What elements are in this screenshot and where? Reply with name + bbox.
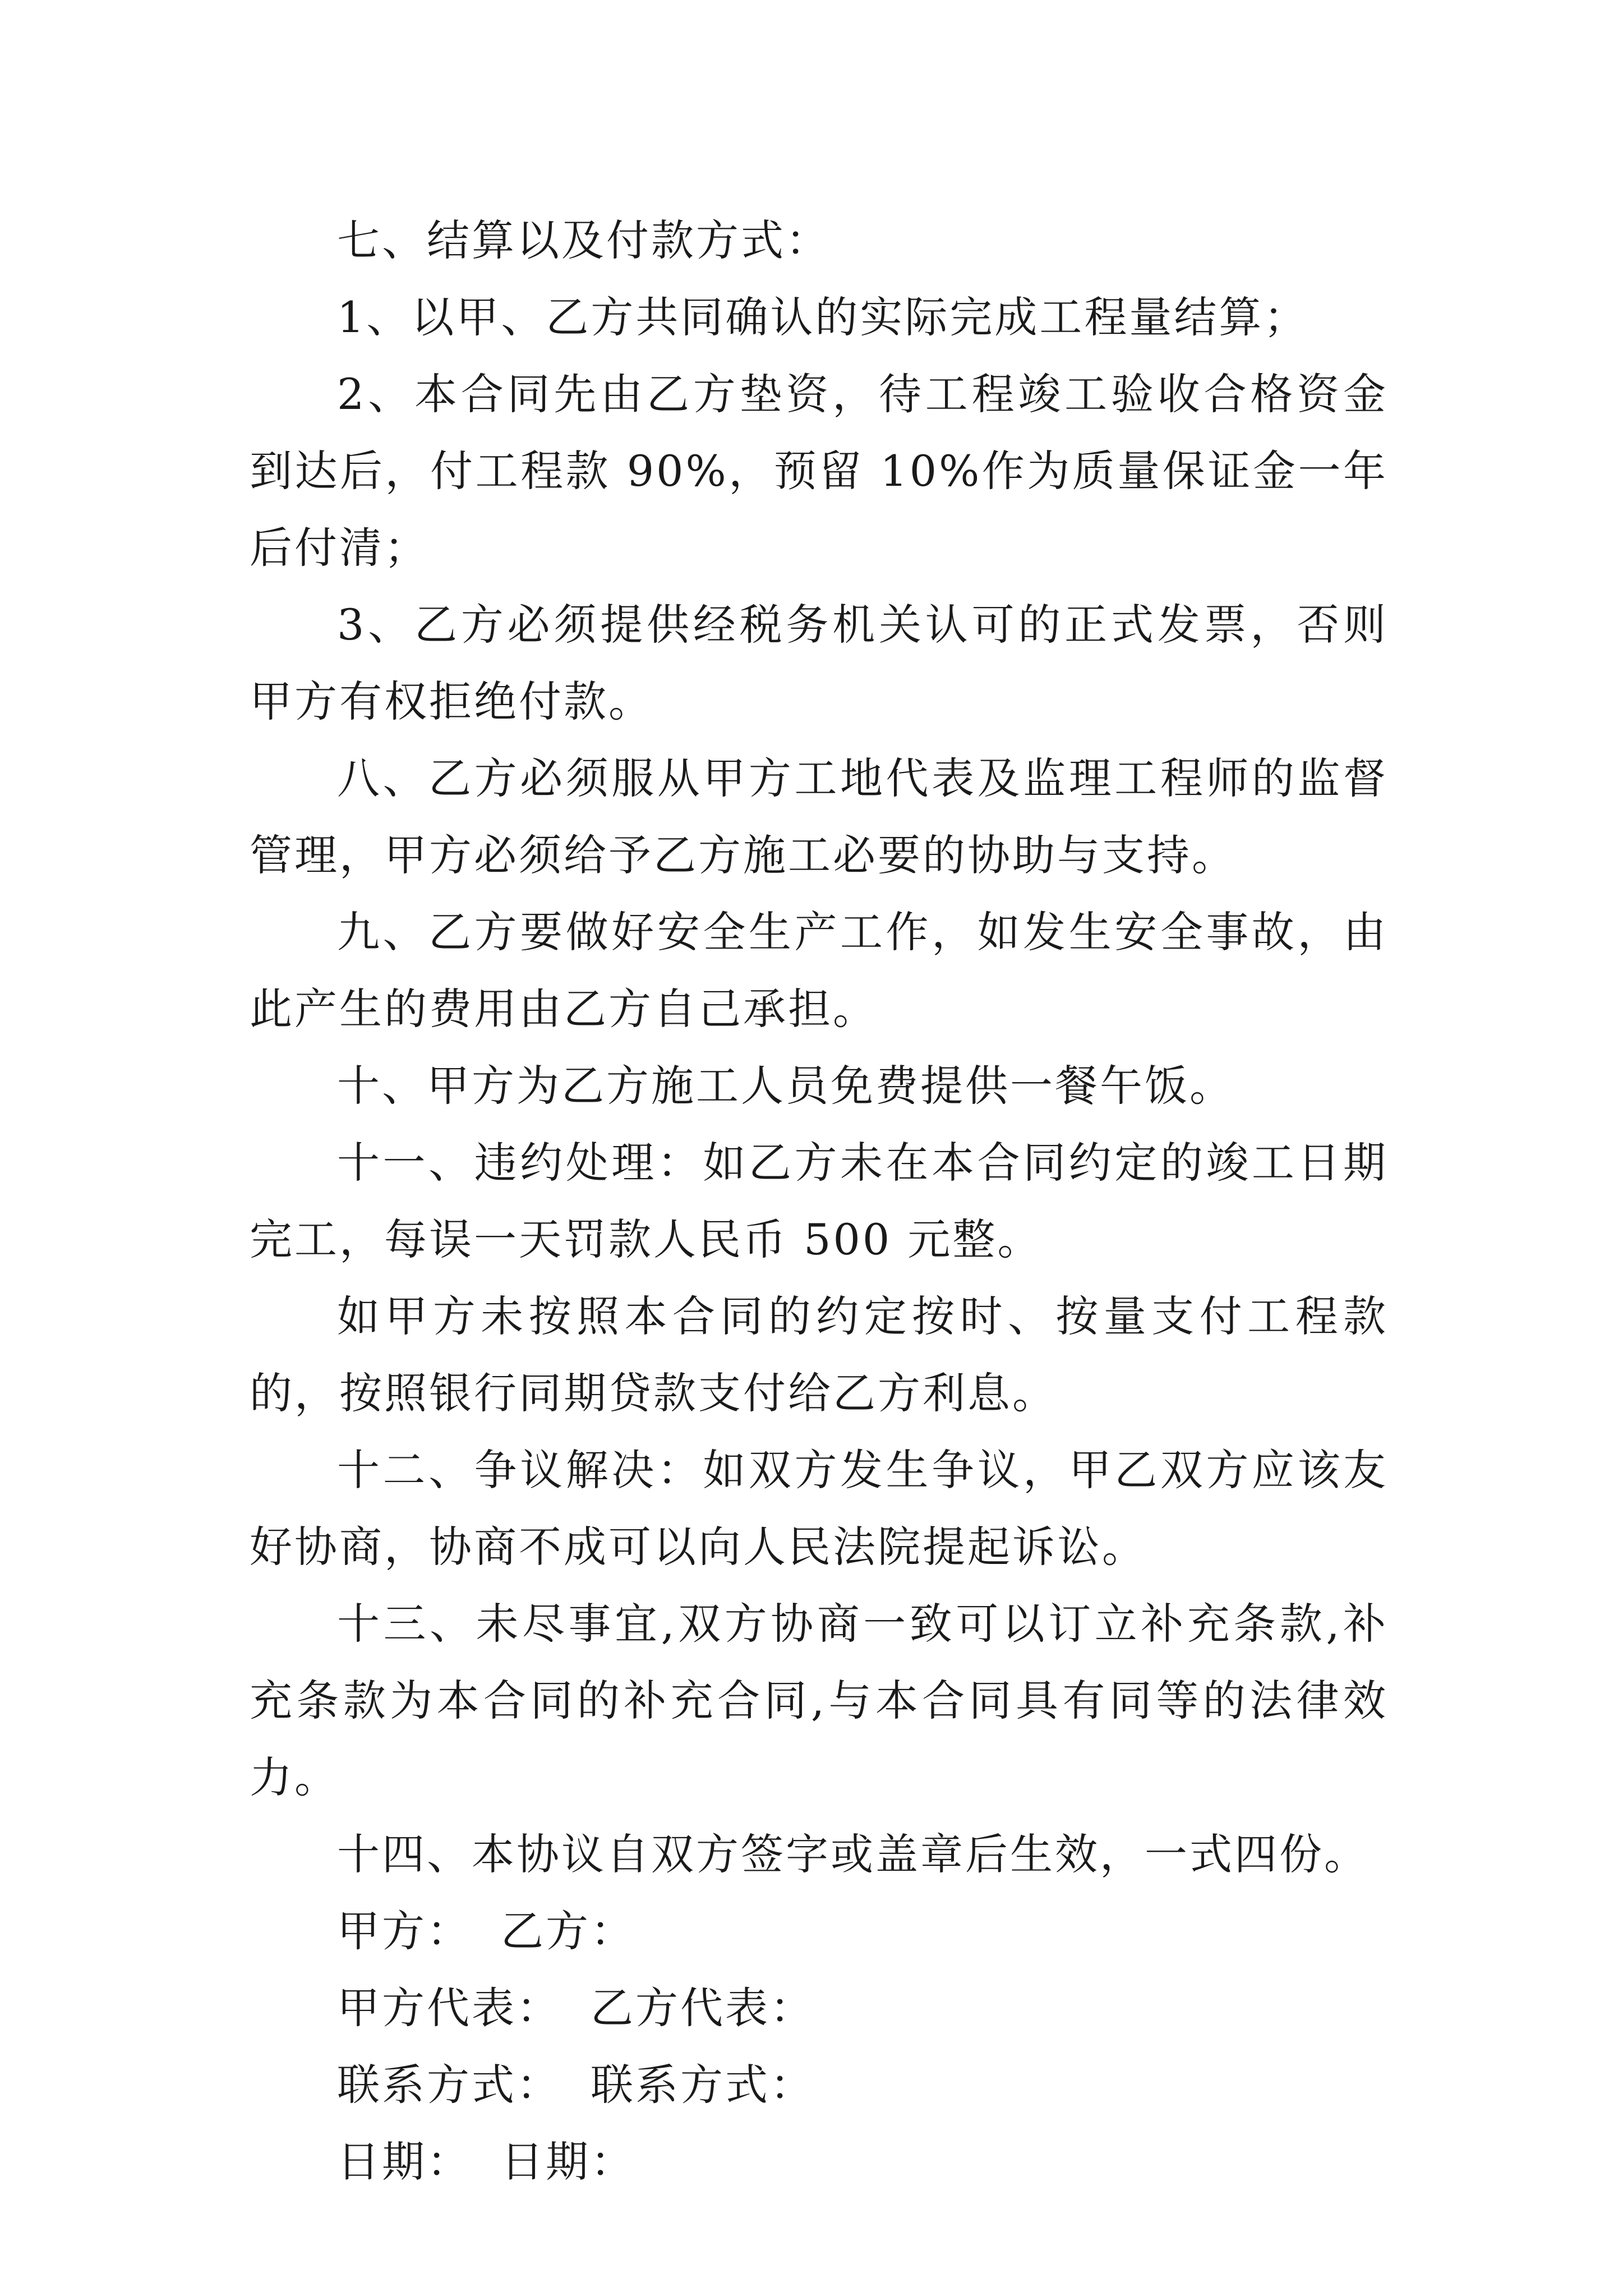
clause-11-continued: 如甲方未按照本合同的约定按时、按量支付工程款的，按照银行同期贷款支付给乙方利息。 xyxy=(250,1291,1388,1418)
clause-7-item-2: 2、本合同先由乙方垫资，待工程竣工验收合格资金到达后，付工程款 90%，预留 10%作为质量保证金一年后付清； xyxy=(250,369,1388,573)
clause-7-item-3: 3、乙方必须提供经税务机关认可的正式发票，否则甲方有权拒绝付款。 xyxy=(250,600,1388,726)
clause-10: 十、甲方为乙方施工人员免费提供一餐午饭。 xyxy=(337,1061,1234,1111)
clause-11: 十一、违约处理：如乙方未在本合同约定的竣工日期完工，每误一天罚款人民币 500 元整。 xyxy=(250,1138,1388,1264)
rep-b-label: 乙方代表： xyxy=(591,1983,815,2033)
party-b-label: 乙方： xyxy=(501,1906,635,1956)
clause-12: 十二、争议解决：如双方发生争议，甲乙双方应该友好协商，协商不成可以向人民法院提起诉讼。 xyxy=(250,1445,1388,1572)
signature-date-line xyxy=(250,2123,1388,2200)
date-b-label: 日期： xyxy=(501,2137,635,2187)
signature-representative-line xyxy=(250,1970,1388,2046)
clause-8: 八、乙方必须服从甲方工地代表及监理工程师的监督管理，甲方必须给予乙方施工必要的协助与支持。 xyxy=(250,753,1388,880)
clause-9: 九、乙方要做好安全生产工作，如发生安全事故，由此产生的费用由乙方自己承担。 xyxy=(250,907,1388,1034)
date-a-label: 日期： xyxy=(337,2137,472,2187)
signature-contact-line xyxy=(250,2046,1388,2123)
party-a-label: 甲方： xyxy=(337,1906,472,1956)
clause-13: 十三、未尽事宜,双方协商一致可以订立补充条款,补充条款为本合同的补充合同,与本合同具有同等的法律效力。 xyxy=(250,1599,1388,1802)
clause-14: 十四、本协议自双方签字或盖章后生效，一式四份。 xyxy=(337,1829,1369,1879)
rep-a-label: 甲方代表： xyxy=(337,1983,561,2033)
contract-body xyxy=(250,202,1388,2200)
contact-a-label: 联系方式： xyxy=(337,2060,561,2110)
contact-b-label: 联系方式： xyxy=(591,2060,815,2110)
signature-party-line xyxy=(250,1893,1388,1970)
clause-7-item-1: 1、以甲、乙方共同确认的实际完成工程量结算； xyxy=(337,292,1309,342)
clause-7-heading: 七、结算以及付款方式： xyxy=(337,215,831,265)
